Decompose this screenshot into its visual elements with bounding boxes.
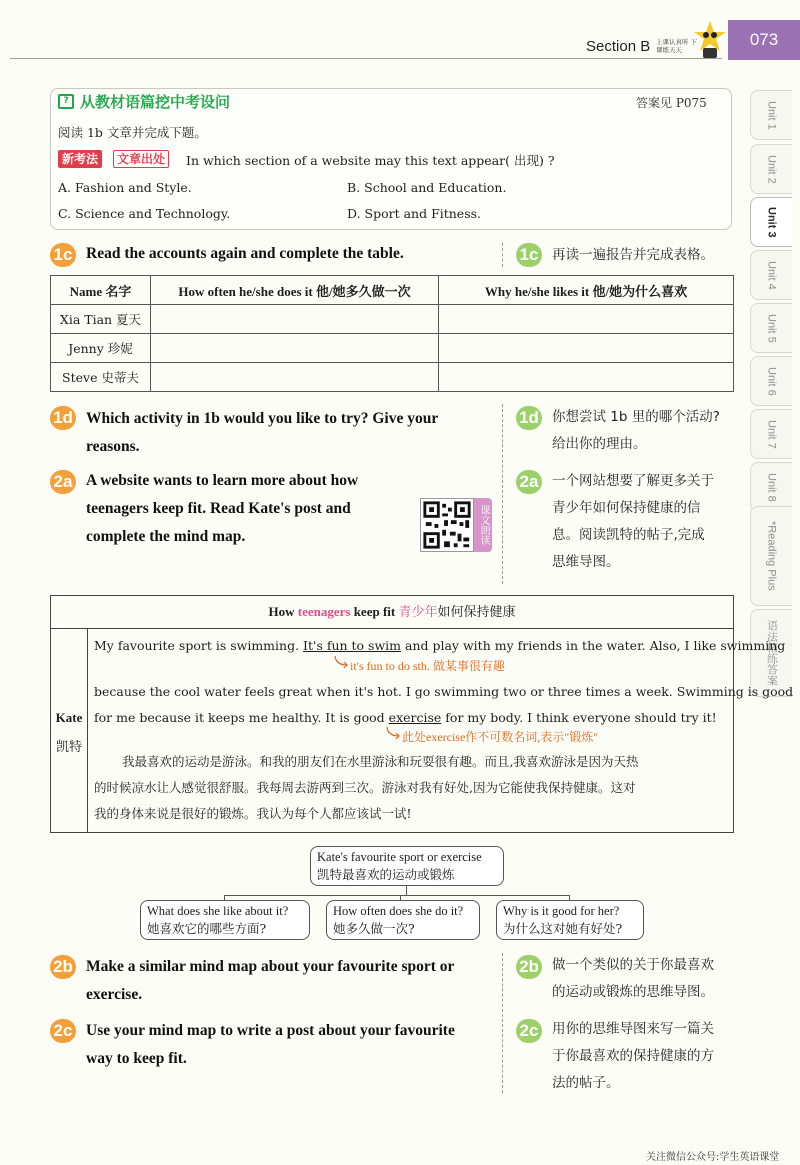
answer-cell[interactable] (439, 334, 734, 363)
tab-unit-6[interactable]: Unit 6 (750, 356, 792, 406)
exercise-2a-en-3: complete the mind map. (86, 528, 246, 545)
section-label: Section B (586, 38, 651, 55)
answer-cell[interactable] (151, 305, 439, 334)
author-name-zh: 凯特 (55, 740, 82, 755)
tab-reading-plus[interactable]: *Reading Plus (750, 506, 792, 606)
header-motto: 上课认真听 下课练天天 (656, 38, 698, 54)
divider (502, 404, 503, 584)
exercise-1c-zh: 再读一遍报告并完成表格。 (552, 247, 714, 263)
box-title: 从教材语篇挖中考设问 (80, 93, 231, 111)
divider (502, 953, 503, 1093)
tab-unit-5[interactable]: Unit 5 (750, 303, 792, 353)
tab-unit-3[interactable]: Unit 3 (750, 197, 792, 247)
exercise-2c-zh-3: 法的帖子。 (552, 1075, 620, 1091)
answer-cell[interactable] (151, 334, 439, 363)
exercise-1c-zh-badge: 1c (516, 243, 542, 267)
mindmap-branch-zh: 她多久做一次? (333, 921, 415, 936)
exercise-1d-en-2: reasons. (86, 438, 140, 455)
accounts-table (50, 275, 734, 392)
exercise-2c-zh-badge: 2c (516, 1019, 542, 1043)
mindmap-branch-like[interactable] (140, 900, 310, 940)
exercise-2a-en-2: teenagers keep fit. Read Kate's post and (86, 500, 351, 517)
header-rule (10, 58, 722, 59)
exercise-2c-badge: 2c (50, 1019, 76, 1043)
translation-line-2: 的时候凉水让人感觉很舒服。我每周去游两到三次。游泳对我有好处,因为它能使我保持健康。这对 (94, 780, 636, 795)
reading-title: How teenagers keep fit 青少年如何保持健康 (50, 595, 734, 629)
table-row (51, 305, 734, 334)
exercise-2c-en-1: Use your mind map to write a post about your favourite (86, 1022, 455, 1039)
table-row (51, 334, 734, 363)
exercise-2a-en-1: A website wants to learn more about how (86, 472, 359, 489)
exercise-2a-zh-1: 一个网站想要了解更多关于 (552, 473, 714, 489)
exercise-1d-zh-2: 给出你的理由。 (552, 436, 647, 452)
exercise-1d-zh-1: 你想尝试 1b 里的哪个活动? (552, 409, 720, 425)
option-c[interactable]: C. Science and Technology. (58, 206, 231, 221)
row-name: Steve 史蒂夫 (51, 363, 151, 392)
mindmap-connector (224, 895, 570, 896)
mascot-icon (692, 20, 728, 60)
mindmap-connector (406, 886, 407, 895)
exercise-2b-zh-badge: 2b (516, 955, 542, 979)
option-b[interactable]: B. School and Education. (347, 180, 507, 195)
tab-unit-8[interactable]: Unit 8 (750, 462, 792, 512)
answer-cell[interactable] (439, 363, 734, 392)
exercise-2c-zh-1: 用你的思维导图来写一篇关 (552, 1021, 714, 1037)
footer-wechat: 关注微信公众号:学生英语课堂 (646, 1152, 780, 1163)
tab-grammar-answers[interactable]: 语法精练答案 (750, 609, 792, 697)
option-a[interactable]: A. Fashion and Style. (58, 180, 192, 195)
answer-cell[interactable] (439, 305, 734, 334)
translation-line-3: 我的身体来说是很好的锻炼。我认为每个人都应该试一试! (94, 806, 412, 821)
exercise-2a-zh-badge: 2a (516, 470, 542, 494)
exercise-1d-zh-badge: 1d (516, 406, 542, 430)
exercise-2b-zh-1: 做一个类似的关于你最喜欢 (552, 957, 714, 973)
mindmap-branch-how-often[interactable] (326, 900, 480, 940)
exercise-2a-badge: 2a (50, 470, 76, 494)
option-d[interactable]: D. Sport and Fitness. (347, 206, 482, 221)
author-name-en: Kate (55, 710, 83, 725)
table-header-row (51, 276, 734, 305)
exercise-1d-en-1: Which activity in 1b would you like to try? Give your (86, 410, 439, 427)
col-why: Why he/she likes it 他/她为什么喜欢 (439, 276, 734, 305)
mindmap-branch-zh: 她喜欢它的哪些方面? (147, 921, 267, 936)
passage-line-2: because the cool water feels great when it's hot. I go swimming two or three times a week. Swimming is good (94, 684, 794, 699)
mindmap-branch-en: Why is it good for her? (503, 904, 620, 918)
passage-line-3: for me because it keeps me healthy. It is good exercise for my body. I think everyone should try it! (94, 710, 717, 725)
annotation-note-2: 此处exercise作不可数名词,表示"锻炼" (402, 730, 599, 744)
mindmap-branch-why[interactable] (496, 900, 644, 940)
translation-line-1: 我最喜欢的运动是游泳。和我的朋友们在水里游泳和玩耍很有趣。而且,我喜欢游泳是因为天热 (122, 754, 639, 769)
exercise-2a-zh-3: 息。阅读凯特的帖子,完成 (552, 527, 705, 543)
mindmap-branch-en: What does she like about it? (147, 904, 289, 918)
answer-cell[interactable] (151, 363, 439, 392)
exercise-2b-en-1: Make a similar mind map about your favourite sport or (86, 958, 455, 975)
new-format-badge: 新考法 (58, 150, 102, 168)
question-icon: ? (58, 94, 74, 109)
mindmap-branch-en: How often does she do it? (333, 904, 464, 918)
exercise-2b-en-2: exercise. (86, 986, 143, 1003)
row-name: Jenny 珍妮 (51, 334, 151, 363)
exercise-2a-zh-4: 思维导图。 (552, 554, 620, 570)
annotation-arrow-icon (386, 726, 402, 740)
tab-unit-7[interactable]: Unit 7 (750, 409, 792, 459)
mindmap-root[interactable] (310, 846, 504, 886)
annotation-note-1: it's fun to do sth. 做某事很有趣 (350, 659, 505, 673)
exercise-1c-en: Read the accounts again and complete the table. (86, 245, 404, 262)
answer-reference: 答案见 P075 (636, 96, 707, 110)
qr-code-icon[interactable] (420, 498, 474, 552)
mindmap-root-zh: 凯特最喜欢的运动或锻炼 (317, 867, 455, 882)
mindmap-root-en: Kate's favourite sport or exercise (317, 850, 482, 864)
tab-unit-1[interactable]: Unit 1 (750, 90, 792, 140)
passage-line-1: My favourite sport is swimming. It's fun to swim and play with my friends in the water. Also, I like swimming (94, 638, 786, 653)
divider (502, 243, 503, 267)
table-row (51, 363, 734, 392)
exercise-2a-zh-2: 青少年如何保持健康的信 (552, 500, 701, 516)
tab-unit-4[interactable]: Unit 4 (750, 250, 792, 300)
source-badge: 文章出处 (113, 150, 169, 168)
tab-unit-2[interactable]: Unit 2 (750, 144, 792, 194)
page-number: 073 (728, 20, 800, 60)
col-name: Name 名字 (51, 276, 151, 305)
reading-audio-tag[interactable]: 课文朗读 (474, 498, 492, 552)
name-column (50, 629, 88, 833)
exercise-1d-badge: 1d (50, 406, 76, 430)
col-how-often: How often he/she does it 他/她多久做一次 (151, 276, 439, 305)
exercise-1c-badge: 1c (50, 243, 76, 267)
mindmap-branch-zh: 为什么这对她有好处? (503, 921, 623, 936)
row-name: Xia Tian 夏天 (51, 305, 151, 334)
question-text: In which section of a website may this text appear( 出现) ? (186, 153, 555, 168)
annotation-arrow-icon (334, 655, 350, 669)
box-instruction: 阅读 1b 文章并完成下题。 (58, 125, 207, 140)
exercise-2b-badge: 2b (50, 955, 76, 979)
exercise-2c-zh-2: 于你最喜欢的保持健康的方 (552, 1048, 714, 1064)
exercise-2c-en-2: way to keep fit. (86, 1050, 187, 1067)
exercise-2b-zh-2: 的运动或锻炼的思维导图。 (552, 984, 714, 1000)
